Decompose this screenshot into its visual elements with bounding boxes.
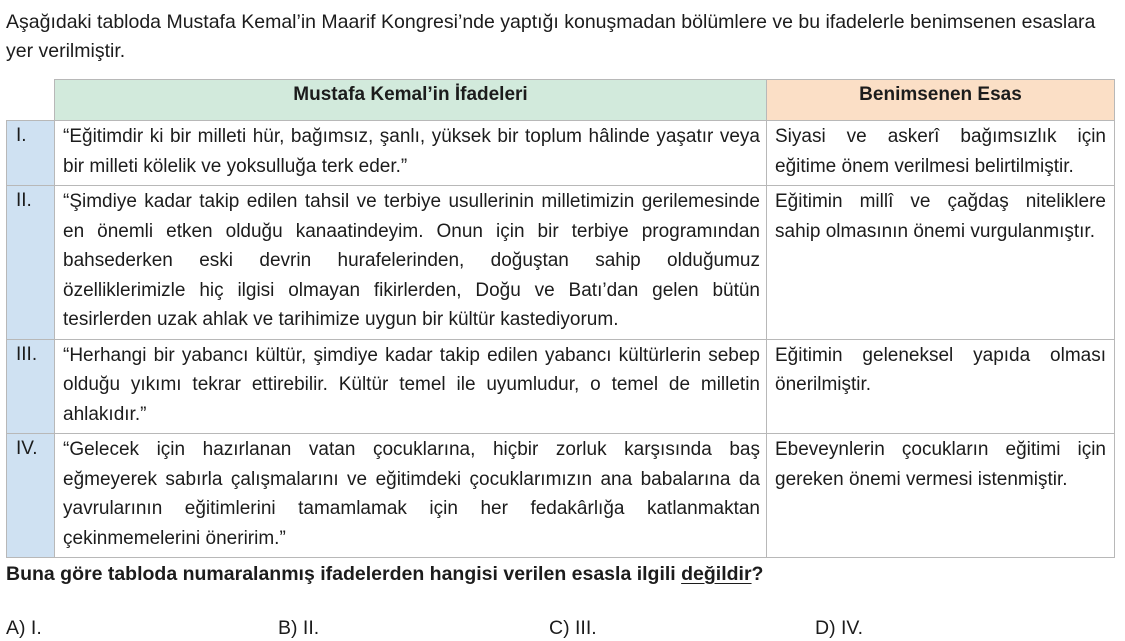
table-row <box>7 186 1115 340</box>
header-blank-cell <box>7 80 55 121</box>
row-quote: “Herhangi bir yabancı kültür, şimdiye kadar takip edilen yabancı kültürlerin sebep olduğu yıkımı tekrar ettirebilir. Kültür temel ile uyumludur, o temel de milletin ahlakıdır.” <box>55 339 767 434</box>
row-number: III. <box>7 339 55 434</box>
intro-text: Aşağıdaki tabloda Mustafa Kemal’in Maarif Kongresi’nde yaptığı konuşmadan bölümlere ve bu ifadelerle benimsenen esaslara yer verilmiştir. <box>6 11 1096 62</box>
table-row <box>7 339 1115 434</box>
question-underlined-word: değildir <box>681 563 752 585</box>
option-c[interactable]: C) III. <box>549 617 597 639</box>
question-stem: Buna göre tabloda numaralanmış ifadelerden hangisi verilen esasla ilgili <box>6 563 682 585</box>
option-d[interactable]: D) IV. <box>815 617 864 639</box>
header-principle: Benimsenen Esas <box>767 80 1115 121</box>
row-quote: “Şimdiye kadar takip edilen tahsil ve terbiye usullerinin milletimizin gerilemesinde en önemli etken olduğu kanaatindeyim. Onun için bir terbiye programından bahsederken eski devrin hurafelerinden, doğuştan sahip olduğumuz özelliklerimizle hiç ilgisi olmayan fikirlerden, Doğu ve Batı’dan gelen bütün tesirlerden uzak ahlak ve tarihimize uygun bir kültür kastediyorum. <box>55 186 767 340</box>
row-number: II. <box>7 186 55 340</box>
row-principle: Eğitimin millî ve çağdaş niteliklere sahip olmasının önemi vurgulanmıştır. <box>767 186 1115 340</box>
row-principle: Siyasi ve askerî bağımsızlık için eğitime önem verilmesi belirtilmiştir. <box>767 121 1115 186</box>
row-principle: Eğitimin geleneksel yapıda olması önerilmiştir. <box>767 339 1115 434</box>
question-mark: ? <box>751 563 764 585</box>
option-a[interactable]: A) I. <box>6 617 42 639</box>
row-number: IV. <box>7 434 55 558</box>
header-quotes: Mustafa Kemal’in İfadeleri <box>55 80 767 121</box>
kongre-table <box>6 79 1115 558</box>
table-row <box>7 121 1115 186</box>
row-quote: “Eğitimdir ki bir milleti hür, bağımsız, şanlı, yüksek bir toplum hâlinde yaşatır veya bir milleti kölelik ve yoksulluğa terk eder.” <box>55 121 767 186</box>
option-b[interactable]: B) II. <box>278 617 320 639</box>
row-principle: Ebeveynlerin çocukların eğitimi için gereken önemi vermesi istenmiştir. <box>767 434 1115 558</box>
table-row <box>7 434 1115 558</box>
question-text <box>6 563 763 586</box>
row-quote: “Gelecek için hazırlanan vatan çocuklarına, hiçbir zorluk karşısında baş eğmeyerek sabırla çalışmalarını ve eğitimdeki çocuklarımızın ana babalarına da yavrularının eğitimlerini tamamlamak için her fedakârlığa katlanmaktan çekinmemelerini öneririm.” <box>55 434 767 558</box>
table-header-row <box>7 80 1115 121</box>
row-number: I. <box>7 121 55 186</box>
